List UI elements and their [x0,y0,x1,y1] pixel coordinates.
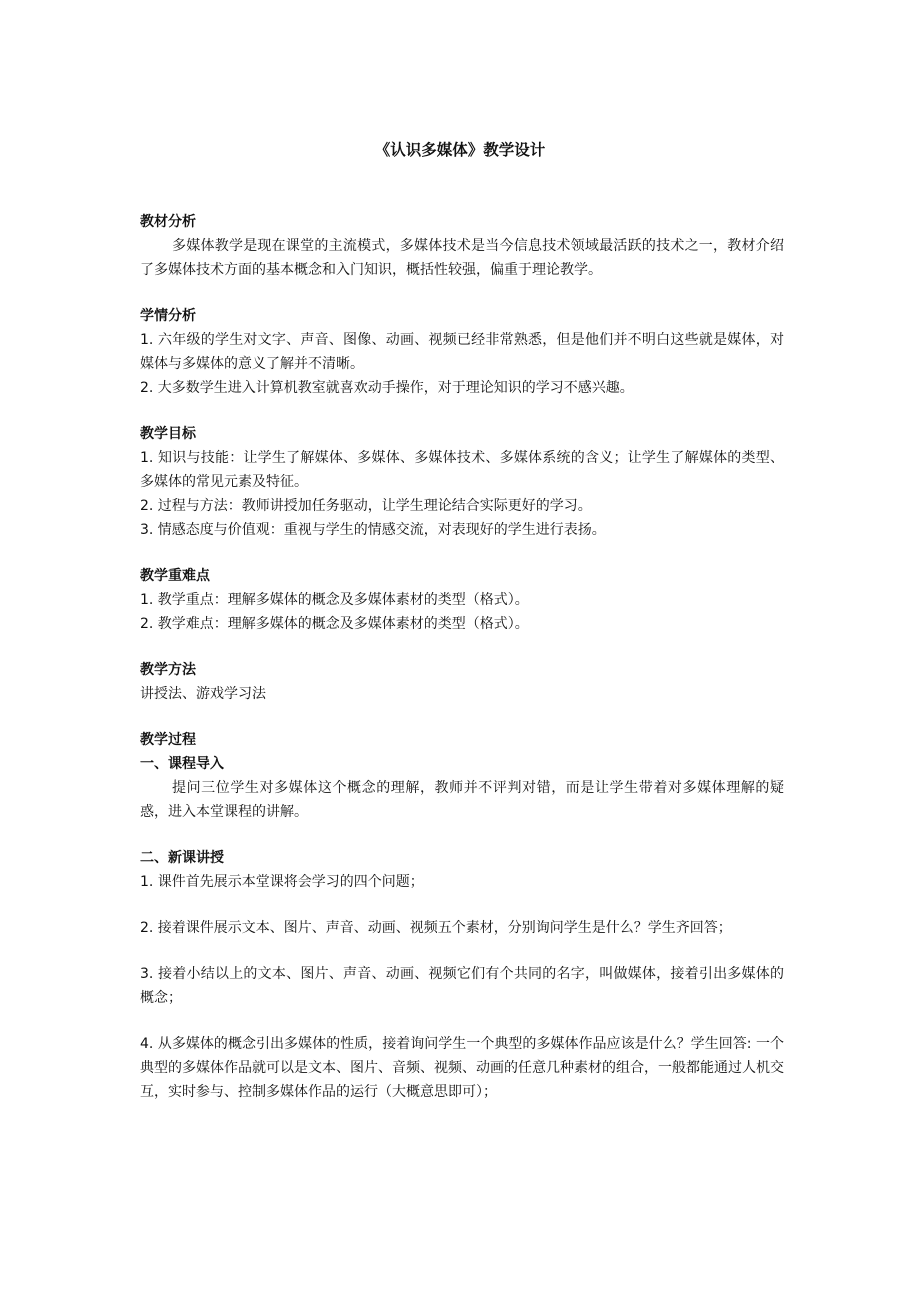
section-goals [140,422,784,542]
section-heading: 教学过程 [140,732,196,748]
subsection-heading: 一、课程导入 [140,756,224,772]
list-item: 4. 从多媒体的概念引出多媒体的性质，接着询问学生一个典型的多媒体作品应该是什么？学生回答: 一个典型的多媒体作品就可以是文本、图片、音频、视频、动画的任意几种素材的组合，一般都能通过人机交互，实时参与、控制多媒体作品的运行（大概意思即可）； [140,1036,784,1100]
section-heading: 学情分析 [140,308,196,324]
section-methods [140,658,784,706]
list-item: 2. 过程与方法：教师讲授加任务驱动，让学生理论结合实际更好的学习。 [140,498,592,514]
list-item: 1. 知识与技能：让学生了解媒体、多媒体、多媒体技术、多媒体系统的含义；让学生了解媒体的类型、多媒体的常见元素及特征。 [140,450,784,490]
list-item: 1. 课件首先展示本堂课将会学习的四个问题； [140,874,424,890]
section-students [140,304,784,400]
paragraph: 多媒体教学是现在课堂的主流模式，多媒体技术是当今信息技术领域最活跃的技术之一，教材介绍了多媒体技术方面的基本概念和入门知识，概括性较强，偏重于理论教学。 [140,238,784,278]
section-keypoints [140,564,784,636]
list-item: 3. 接着小结以上的文本、图片、声音、动画、视频它们有个共同的名字，叫做媒体，接着引出多媒体的概念； [140,966,784,1006]
list-item: 2. 接着课件展示文本、图片、声音、动画、视频五个素材，分别询问学生是什么？学生齐回答； [140,920,732,936]
document-body [140,210,784,1126]
list-item: 2. 大多数学生进入计算机教室就喜欢动手操作，对于理论知识的学习不感兴趣。 [140,380,634,396]
list-item: 3. 情感态度与价值观：重视与学生的情感交流，对表现好的学生进行表扬。 [140,522,606,538]
list-item: 1. 六年级的学生对文字、声音、图像、动画、视频已经非常熟悉，但是他们并不明白这些就是媒体，对媒体与多媒体的意义了解并不清晰。 [140,332,784,372]
paragraph: 提问三位学生对多媒体这个概念的理解，教师并不评判对错，而是让学生带着对多媒体理解的疑惑，进入本堂课程的讲解。 [140,780,784,820]
section-heading: 教材分析 [140,214,196,230]
list-item: 2. 教学难点：理解多媒体的概念及多媒体素材的类型（格式）。 [140,616,529,632]
subsection-heading: 二、新课讲授 [140,850,224,866]
paragraph: 讲授法、游戏学习法 [140,686,266,702]
section-heading: 教学目标 [140,426,196,442]
section-heading: 教学重难点 [140,568,210,584]
section-process [140,728,784,1104]
document-title: 《认识多媒体》教学设计 [374,141,546,159]
section-heading: 教学方法 [140,662,196,678]
section-material [140,210,784,282]
list-item: 1. 教学重点：理解多媒体的概念及多媒体素材的类型（格式）。 [140,592,529,608]
